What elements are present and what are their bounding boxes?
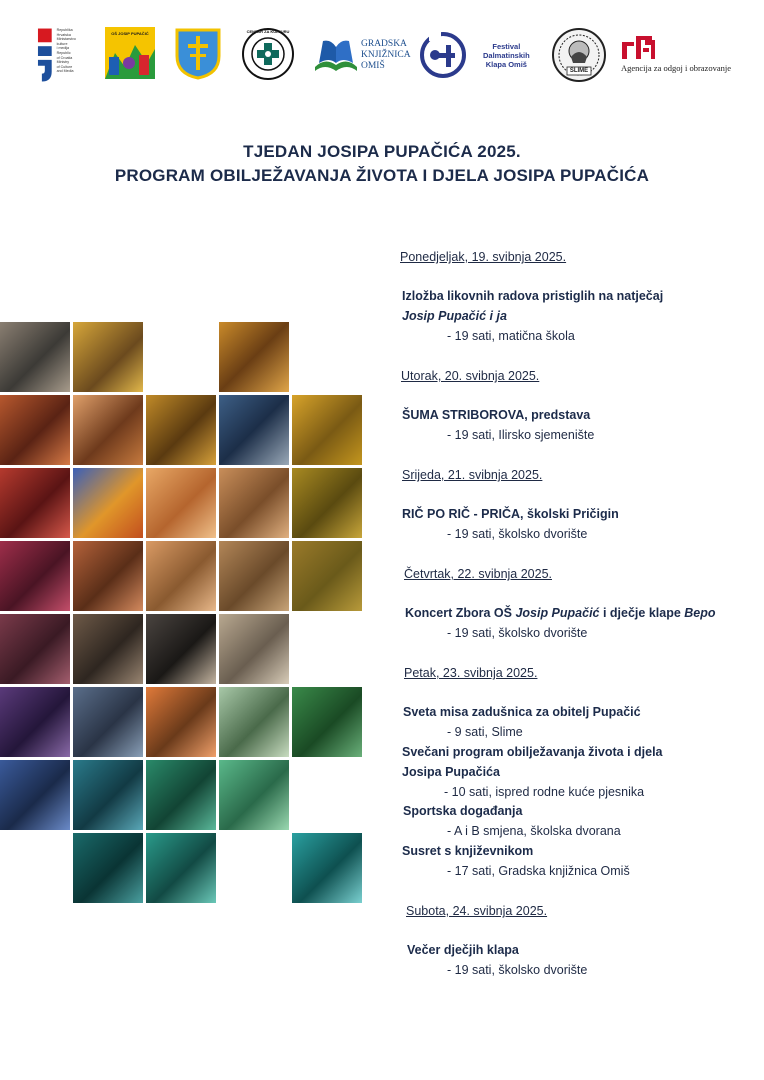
ministry-text: of Croatia xyxy=(56,55,73,60)
mosaic-tile xyxy=(292,687,362,757)
mosaic-tile xyxy=(219,541,289,611)
event-title xyxy=(405,606,716,620)
event-title-italic-text: Josip Pupačić i ja xyxy=(402,309,507,323)
mosaic-tile xyxy=(219,614,289,684)
library-name-line: OMIŠ xyxy=(361,60,385,71)
event-detail: - 19 sati, matična škola xyxy=(447,329,575,343)
day-heading-monday: Ponedjeljak, 19. svibnja 2025. xyxy=(400,250,567,264)
seal-icon xyxy=(551,27,607,83)
event-detail: - 19 sati, školsko dvorište xyxy=(447,527,588,541)
gradska-knjiznica-omis-logo xyxy=(313,33,413,77)
ministry-text: Republic xyxy=(56,50,71,55)
mosaic-tile xyxy=(0,395,70,465)
mosaic-tile xyxy=(73,468,143,538)
mosaic-tile xyxy=(73,541,143,611)
mosaic-tile xyxy=(146,687,216,757)
croatia-ministry-emblem-icon xyxy=(36,28,54,84)
mosaic-tile xyxy=(292,833,362,903)
festival-dalmatinskih-klapa-logo xyxy=(419,31,541,79)
day-heading-wednesday: Srijeda, 21. svibnja 2025. xyxy=(402,468,543,482)
mosaic-tile xyxy=(146,395,216,465)
event-detail: - 19 sati, Ilirsko sjemenište xyxy=(447,428,595,442)
mosaic-tile xyxy=(73,833,143,903)
festival-name-line: Festival xyxy=(492,41,521,51)
mosaic-tile xyxy=(0,322,70,392)
school-logo xyxy=(105,27,155,79)
ministry-text: Ministry xyxy=(56,60,70,65)
mosaic-tile xyxy=(292,468,362,538)
event-detail: - A i B smjena, školska dvorana xyxy=(447,824,621,838)
slime-seal-text: SLIME xyxy=(569,68,589,74)
event-title-italic xyxy=(402,309,507,323)
mosaic-tile xyxy=(146,760,216,830)
library-name-line: KNJIŽNICA xyxy=(361,49,411,60)
festival-name-line: Klapa Omiš xyxy=(485,59,527,69)
mosaic-tile xyxy=(0,468,70,538)
mosaic-tile xyxy=(0,614,70,684)
day-heading-friday: Petak, 23. svibnja 2025. xyxy=(404,666,538,680)
event-detail: - 9 sati, Slime xyxy=(447,725,523,739)
school-logo-text: OŠ JOSIP PUPAČIĆ xyxy=(111,31,149,36)
mosaic-tile xyxy=(73,614,143,684)
mosaic-tile xyxy=(73,322,143,392)
mosaic-tile xyxy=(292,541,362,611)
event-detail: - 19 sati, školsko dvorište xyxy=(447,626,588,640)
ministry-of-culture-logo xyxy=(36,28,90,86)
event-title-part: i dječje klape xyxy=(599,606,685,620)
ministry-text: i medija xyxy=(56,46,70,51)
mosaic-tile xyxy=(0,760,70,830)
event-title: Večer dječjih klapa xyxy=(407,943,519,957)
mosaic-tile xyxy=(292,395,362,465)
agency-emblem-icon xyxy=(621,34,659,60)
mosaic-tile xyxy=(73,760,143,830)
event-detail: - 10 sati, ispred rodne kuće pjesnika xyxy=(444,785,645,799)
page-title-line-1: TJEDAN JOSIPA PUPAČIĆA 2025. xyxy=(243,142,521,161)
event-title: Izložba likovnih radova pristiglih na natječaj xyxy=(402,289,664,303)
event-title-part: Koncert Zbora OŠ xyxy=(405,606,516,620)
ministry-text: Republika xyxy=(56,28,73,32)
event-title: RIČ PO RIČ - PRIČA, školski Pričigin xyxy=(402,507,619,521)
event-title: Susret s književnikom xyxy=(402,844,534,858)
centar-za-kulturu-logo xyxy=(241,27,295,81)
ministry-text: of Culture xyxy=(56,64,73,69)
event-title: Sveta misa zadušnica za obitelj Pupačić xyxy=(403,705,641,719)
event-detail: - 19 sati, školsko dvorište xyxy=(447,963,588,977)
event-detail: - 17 sati, Gradska knjižnica Omiš xyxy=(447,864,630,878)
agency-name: Agencija za odgoj i obrazovanje xyxy=(621,63,731,73)
festival-name-line: Dalmatinskih xyxy=(483,50,530,60)
mosaic-tile xyxy=(146,833,216,903)
day-heading-thursday: Četvrtak, 22. svibnja 2025. xyxy=(404,567,552,581)
event-title: Sportska događanja xyxy=(403,804,523,818)
page-title-line-2: PROGRAM OBILJEŽAVANJA ŽIVOTA I DJELA JOSIPA PUPAČIĆA xyxy=(114,166,650,185)
ministry-text: Hrvatska xyxy=(56,32,71,37)
ministry-text: Ministarstvo xyxy=(56,37,76,42)
ministry-text: kulture xyxy=(56,41,68,46)
event-title-italic-part: Bepo xyxy=(684,606,716,620)
centre-ring-text: CENTAR ZA KULTURU xyxy=(246,29,290,34)
mosaic-tile xyxy=(0,687,70,757)
book-icon xyxy=(313,35,359,75)
day-heading-tuesday: Utorak, 20. svibnja 2025. xyxy=(401,369,540,383)
mosaic-tile xyxy=(73,687,143,757)
event-title: ŠUMA STRIBOROVA, predstava xyxy=(402,408,591,422)
portrait-mosaic xyxy=(0,322,370,912)
mosaic-tile xyxy=(219,468,289,538)
mosaic-tile xyxy=(146,614,216,684)
mosaic-tile xyxy=(146,468,216,538)
event-title: Svečani program obilježavanja života i djela xyxy=(402,745,663,759)
shield-icon xyxy=(175,28,221,80)
agencija-logo xyxy=(621,34,741,80)
mosaic-tile xyxy=(0,541,70,611)
library-name-line: GRADSKA xyxy=(361,38,407,49)
mosaic-tile xyxy=(219,760,289,830)
mosaic-tile xyxy=(219,395,289,465)
mosaic-tile xyxy=(146,541,216,611)
mosaic-tile xyxy=(219,687,289,757)
slime-seal-logo xyxy=(551,27,607,83)
omis-coat-of-arms xyxy=(175,28,221,80)
mosaic-tile xyxy=(219,322,289,392)
event-title: Josipa Pupačića xyxy=(402,765,500,779)
ministry-text: and Media xyxy=(56,69,74,74)
mosaic-tile xyxy=(73,395,143,465)
event-title-italic-part: Josip Pupačić xyxy=(515,606,600,620)
day-heading-saturday: Subota, 24. svibnja 2025. xyxy=(406,904,548,918)
festival-emblem-icon xyxy=(419,31,467,79)
